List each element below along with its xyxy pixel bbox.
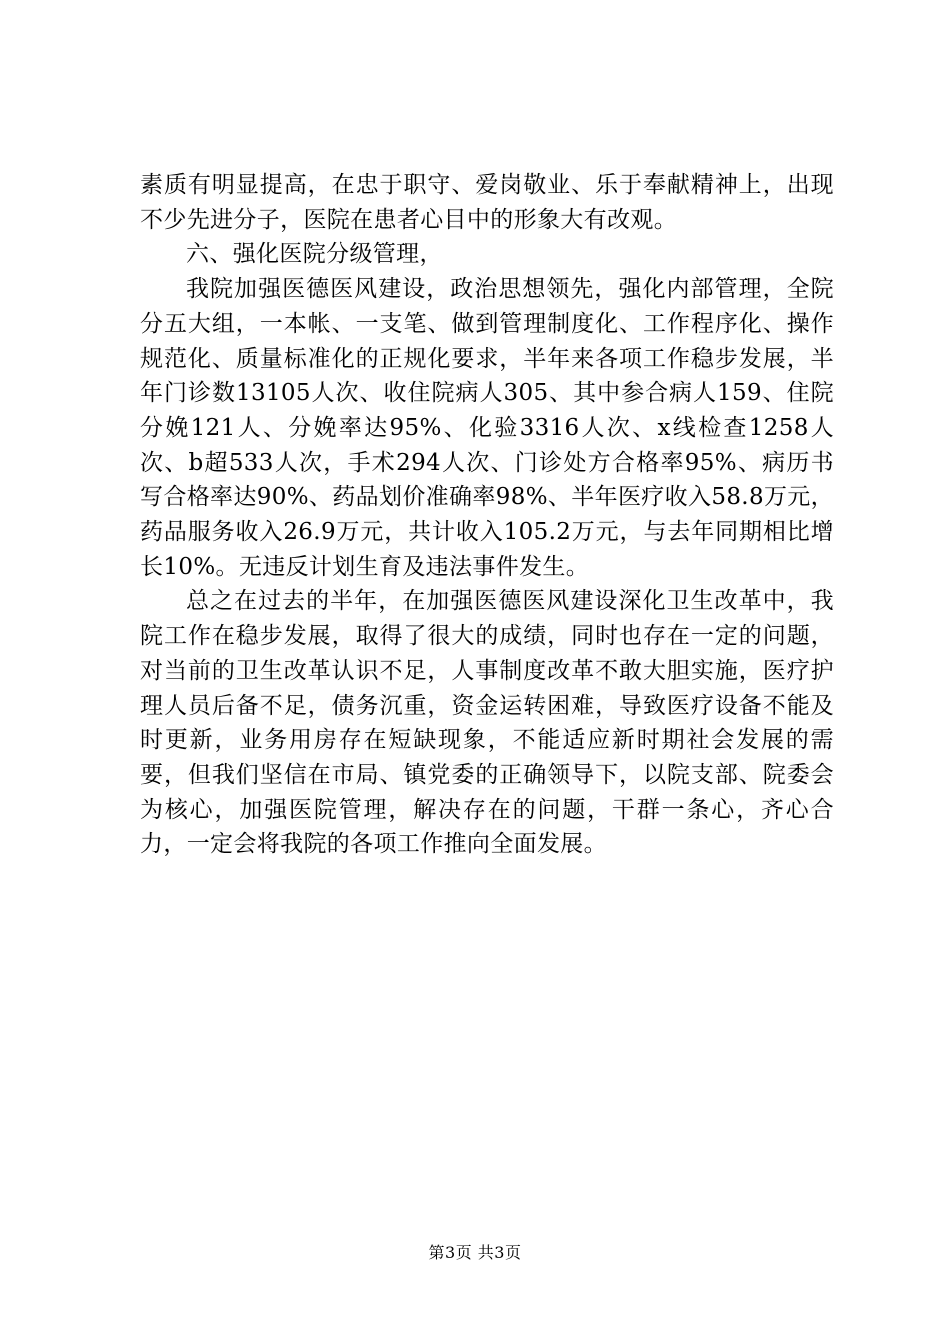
page-number-footer: 第3页 共3页 bbox=[428, 1243, 522, 1262]
paragraph-management: 我院加强医德医风建设，政治思想领先，强化内部管理，全院分五大组，一本帐、一支笔、做到管理制度化、工作程序化、操作规范化、质量标准化的正规化要求，半年来各项工作稳步发展，半年门诊数13105人次、收住院病人305、其中参合病人159、住院分娩121人、分娩率达95%、化验3316人次、x线检查1258人次、b超533人次，手术294人次、门诊处方合格率95%、病历书写合格率达90%、药品划价准确率98%、半年医疗收入58.8万元，药品服务收入26.9万元，共计收入105.2万元，与去年同期相比增长10%。无违反计划生育及违法事件发生。 bbox=[140, 276, 835, 580]
paragraph-summary: 总之在过去的半年，在加强医德医风建设深化卫生改革中，我院工作在稳步发展，取得了很大的成绩，同时也存在一定的问题，对当前的卫生改革认识不足，人事制度改革不敢大胆实施，医疗护理人员后备不足，债务沉重，资金运转困难，导致医疗设备不能及时更新，业务用房存在短缺现象，不能适应新时期社会发展的需要，但我们坚信在市局、镇党委的正确领导下，以院支部、院委会为核心，加强医院管理，解决存在的问题，干群一条心，齐心合力，一定会将我院的各项工作推向全面发展。 bbox=[140, 588, 834, 858]
section-heading: 六、强化医院分级管理， bbox=[186, 241, 443, 268]
document-body bbox=[140, 168, 834, 862]
paragraph-continuation: 素质有明显提高，在忠于职守、爱岗敬业、乐于奉献精神上，出现不少先进分子，医院在患者心目中的形象大有改观。 bbox=[140, 172, 834, 233]
